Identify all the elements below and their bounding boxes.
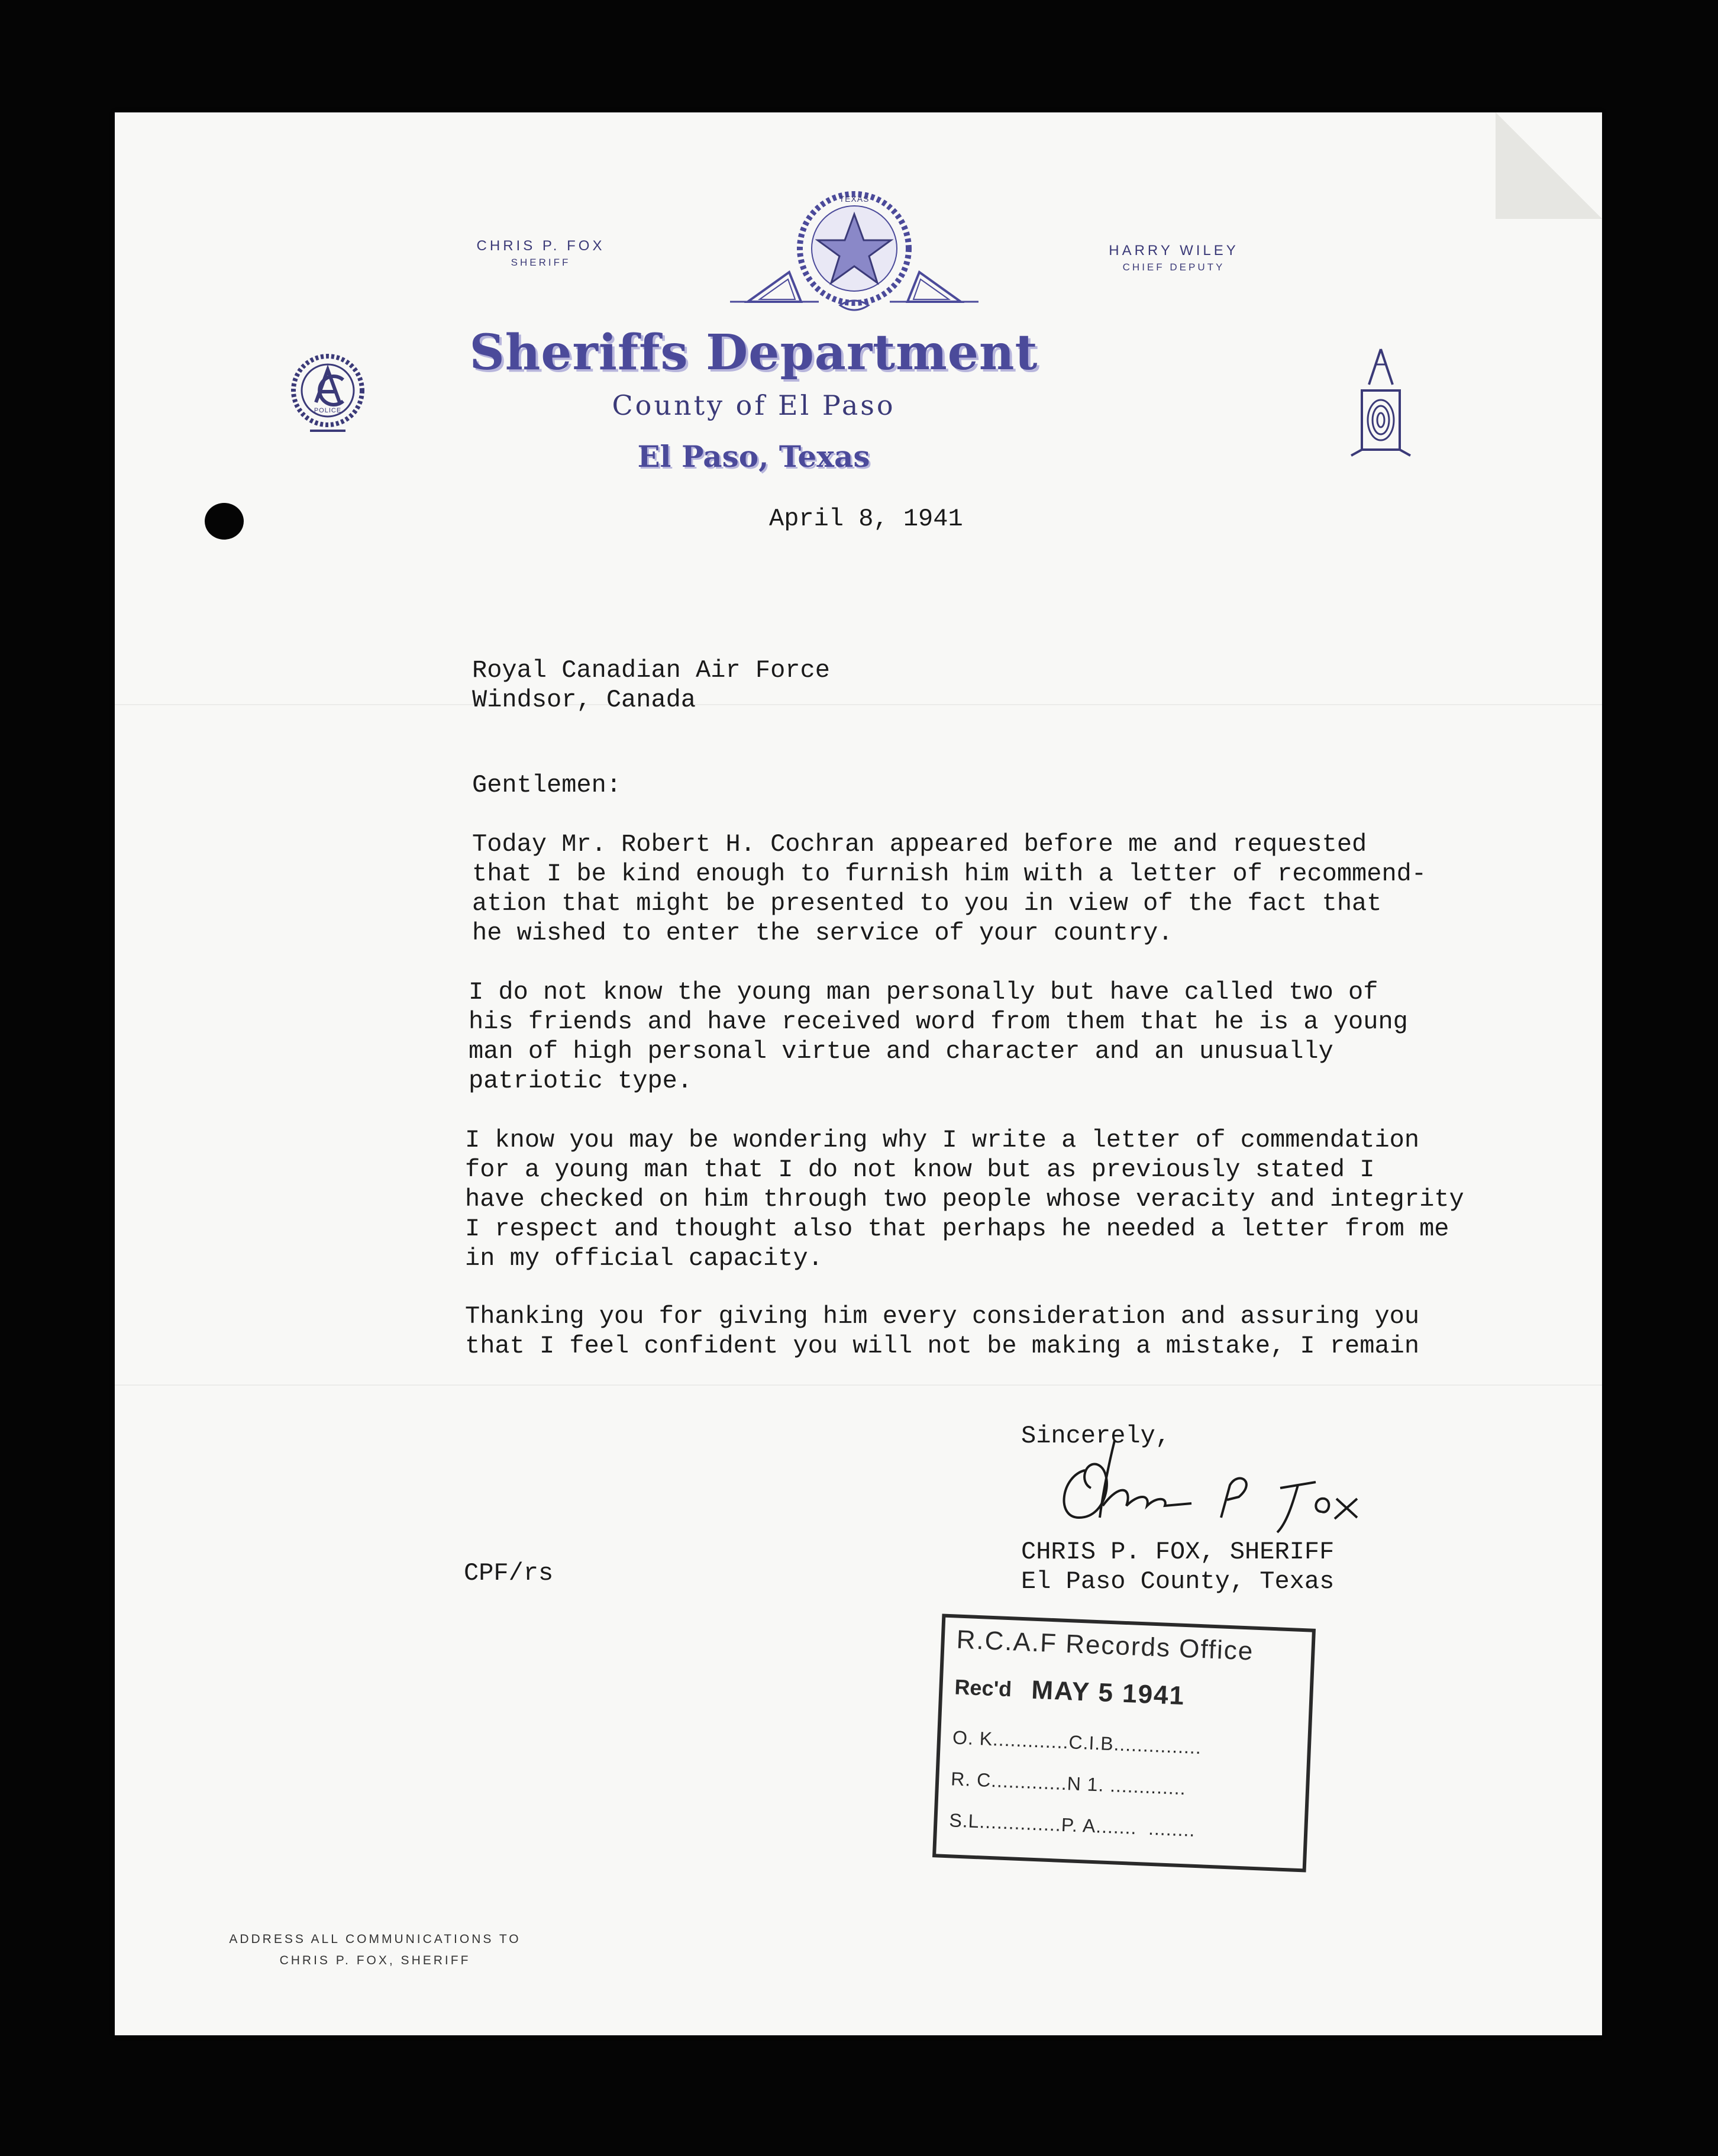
closing: Sincerely, <box>1021 1422 1171 1450</box>
sheriff-title: SHERIFF <box>511 257 571 268</box>
letter-date: April 8, 1941 <box>769 505 963 533</box>
stamp-title: R.C.A.F Records Office <box>955 1625 1255 1666</box>
folded-corner <box>1496 112 1602 219</box>
paragraph-3: I know you may be wondering why I write a letter of commendation for a young man that I do not know but as previously stated I have checked on him through two people whose veracity and integrity I respect and thought also that perhaps he needed a letter from me in my official capacity. <box>465 1126 1464 1273</box>
stamp-received-label: Rec'd <box>954 1674 1012 1702</box>
signer-line-2: El Paso County, Texas <box>1021 1567 1335 1596</box>
salutation: Gentlemen: <box>472 771 622 799</box>
paragraph-2: I do not know the young man personally but have called two of his friends and have received word from them that he is a young man of high personal virtue and character and an unusually patriotic type. <box>469 978 1408 1095</box>
typist-initials: CPF/rs <box>464 1559 554 1587</box>
police-badge-icon <box>286 349 369 438</box>
deputy-name: HARRY WILEY <box>1109 243 1239 259</box>
stamp-row-1: O. K.............C.I.B............... <box>952 1726 1202 1758</box>
fold-crease <box>115 704 1602 705</box>
signer-line-1: CHRIS P. FOX, SHERIFF <box>1021 1538 1335 1566</box>
stamp-received-date: MAY 5 1941 <box>1031 1675 1186 1711</box>
recipient-line-2: Windsor, Canada <box>472 686 696 714</box>
texas-star-seal-icon <box>724 183 984 337</box>
city-name: El Paso, Texas <box>637 439 870 474</box>
paragraph-4: Thanking you for giving him every consideration and assuring you that I feel confident you will not be making a mistake, I remain <box>465 1302 1420 1360</box>
footer-line-1: ADDRESS ALL COMMUNICATIONS TO <box>229 1932 521 1946</box>
recipient-line-1: Royal Canadian Air Force <box>472 656 830 685</box>
deputy-title: CHIEF DEPUTY <box>1122 262 1225 273</box>
stamp-row-3: S.L..............P. A....... ........ <box>948 1809 1196 1841</box>
county-name: County of El Paso <box>612 389 896 421</box>
department-name: Sheriffs Department <box>469 324 1038 381</box>
fingerprint-compass-icon <box>1345 343 1416 461</box>
sheriff-name: CHRIS P. FOX <box>476 238 605 254</box>
received-stamp <box>932 1613 1316 1872</box>
letter-page <box>115 112 1602 2035</box>
footer-address <box>209 1929 541 1971</box>
handwritten-signature <box>1044 1429 1381 1535</box>
stamp-row-2: R. C.............N 1. ............. <box>950 1768 1187 1799</box>
seal-text: TEXAS <box>839 194 870 204</box>
fold-crease <box>115 1384 1602 1386</box>
police-badge-text: POLICE <box>314 407 342 414</box>
footer-line-2: CHRIS P. FOX, SHERIFF <box>279 1954 471 1967</box>
paragraph-1: Today Mr. Robert H. Cochran appeared before me and requested that I be kind enough to furnish him with a letter of recommend- ation that might be presented to you in view of the fact that he wished to enter the service of your country. <box>472 830 1427 947</box>
punch-hole <box>205 503 244 540</box>
